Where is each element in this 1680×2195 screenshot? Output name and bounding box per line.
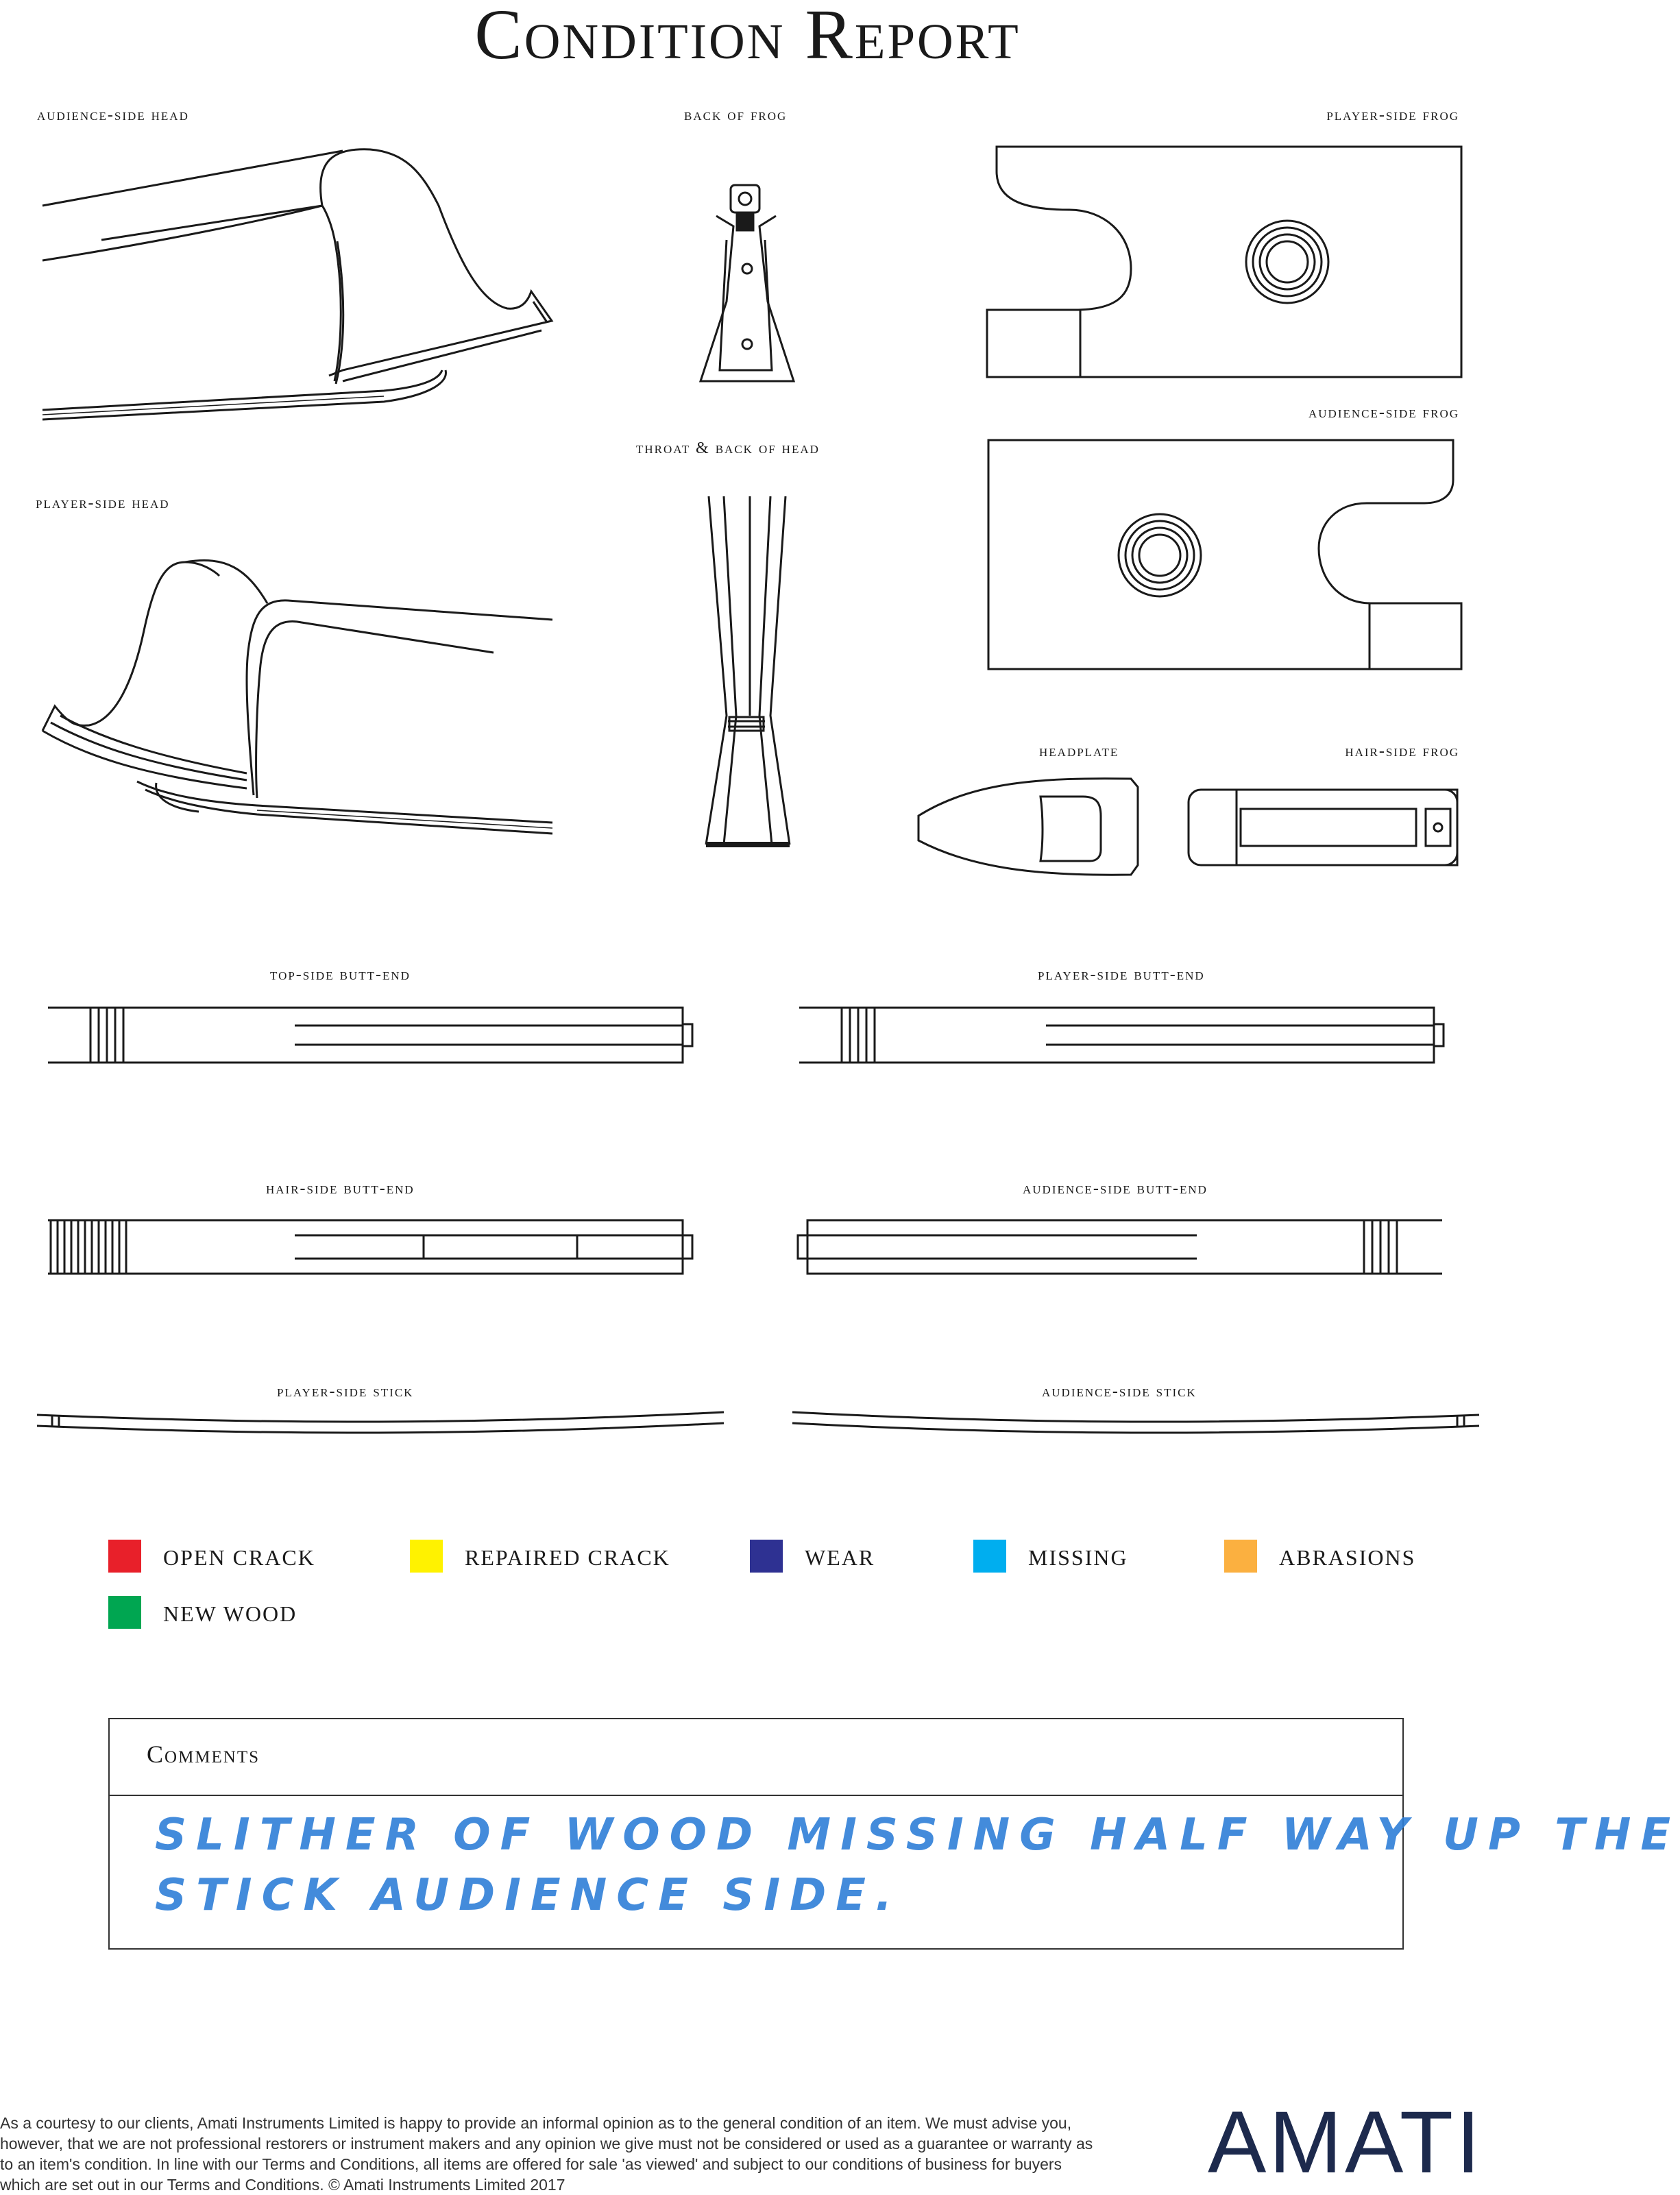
legend-label: REPAIRED CRACK [465,1545,670,1570]
page-title: Condition Report [474,0,1021,74]
label-top-side-butt-end: top-side butt-end [270,966,411,984]
legend-swatch [750,1540,783,1573]
legend-swatch [108,1540,141,1573]
player-side-frog-drawing [987,147,1461,377]
label-player-side-frog: player-side frog [1326,106,1459,124]
audience-side-butt-end-drawing [798,1220,1442,1274]
legend-swatch [410,1540,443,1573]
audience-side-frog-drawing [988,440,1461,669]
legend-label: WEAR [805,1545,875,1570]
legend-swatch [1224,1540,1257,1573]
label-audience-side-head: audience-side head [37,106,189,124]
amati-logo: AMATI [1208,2094,1483,2192]
label-audience-side-frog: audience-side frog [1308,404,1459,422]
legend-label: MISSING [1028,1545,1128,1570]
label-player-side-butt-end: player-side butt-end [1038,966,1205,984]
headplate-drawing [918,779,1138,875]
audience-side-head-drawing [42,149,552,420]
label-hair-side-butt-end: hair-side butt-end [266,1180,415,1198]
comment-line-2: STICK AUDIENCE SIDE. [155,1870,902,1921]
hair-side-butt-end-drawing [48,1220,692,1274]
label-headplate: headplate [1039,742,1119,760]
player-side-butt-end-drawing [799,1008,1444,1063]
legend-label: ABRASIONS [1279,1545,1416,1570]
player-side-stick-drawing [37,1412,724,1433]
comments-box [108,1718,1680,1950]
player-side-head-drawing [42,561,552,834]
comments-title: Comments [147,1741,260,1768]
audience-side-stick-drawing [792,1412,1479,1433]
label-player-side-stick: player-side stick [277,1383,414,1400]
hair-side-frog-drawing [1189,790,1457,865]
legend-label: OPEN CRACK [163,1545,315,1570]
label-hair-side-frog: hair-side frog [1345,742,1459,760]
comments-header [110,1719,1402,1796]
legend-swatch [973,1540,1006,1573]
label-throat-back-of-head: throat & back of head [636,439,820,457]
comment-line-1: SLITHER OF WOOD MISSING HALF WAY UP THE [155,1810,1680,1860]
label-back-of-frog: back of frog [684,106,788,124]
label-player-side-head: player-side head [36,494,170,512]
label-audience-side-stick: audience-side stick [1042,1383,1197,1400]
throat-back-of-head-drawing [706,496,790,845]
top-side-butt-end-drawing [48,1008,692,1063]
label-audience-side-butt-end: audience-side butt-end [1023,1180,1208,1198]
legend-label: NEW WOOD [163,1601,297,1626]
back-of-frog-drawing [701,185,794,381]
disclaimer-text: As a courtesy to our clients, Amati Instruments Limited is happy to provide an informal opinion as to the general condition of an item. We must advise you, however, that we are not professional restorers or instrument makers and any opinion we give must not be considered or used as a guarantee or warranty as to an item's condition. In line with our Terms and Conditions, all items are offered for sale 'as viewed' and subject to our conditions of business for buyers which are set out in our Terms and Conditions. © Amati Instruments Limited 2017 [0,2114,1093,2194]
legend-swatch [108,1596,141,1629]
